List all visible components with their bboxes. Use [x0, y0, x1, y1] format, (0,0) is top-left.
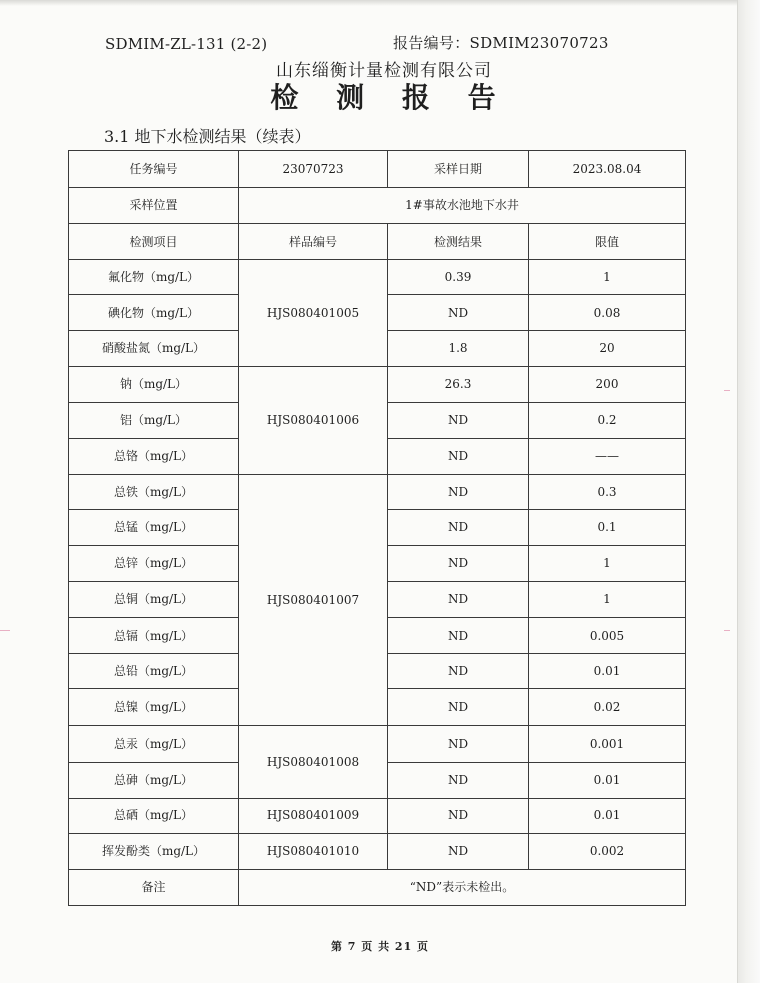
sample-cell: HJS080401007 — [239, 474, 388, 726]
column-header-item: 检测项目 — [69, 224, 239, 260]
result-cell: ND — [388, 295, 529, 331]
report-number-label: 报告编号： — [393, 34, 470, 52]
result-cell: ND — [388, 762, 529, 798]
table-row — [69, 833, 686, 869]
result-cell: ND — [388, 474, 529, 509]
column-header-sample: 样品编号 — [239, 224, 388, 260]
limit-cell: 0.3 — [529, 474, 686, 509]
sample-cell: HJS080401006 — [239, 366, 388, 474]
sampling-date-value: 2023.08.04 — [529, 151, 686, 188]
table-row — [69, 188, 686, 224]
column-header-limit: 限值 — [529, 224, 686, 260]
item-cell: 挥发酚类（mg/L） — [69, 833, 239, 869]
item-cell: 氟化物（mg/L） — [69, 260, 239, 295]
scan-right-edge — [737, 0, 760, 983]
sample-cell: HJS080401010 — [239, 833, 388, 869]
sample-cell: HJS080401005 — [239, 260, 388, 366]
limit-cell: 0.01 — [529, 762, 686, 798]
limit-cell: 20 — [529, 331, 686, 366]
result-cell: ND — [388, 798, 529, 833]
result-cell: ND — [388, 582, 529, 618]
limit-cell: 1 — [529, 545, 686, 581]
result-cell: ND — [388, 726, 529, 762]
item-cell: 总镉（mg/L） — [69, 618, 239, 654]
report-number — [393, 32, 609, 53]
item-cell: 总锌（mg/L） — [69, 545, 239, 581]
sample-cell: HJS080401009 — [239, 798, 388, 833]
limit-cell: 0.01 — [529, 798, 686, 833]
remarks-label: 备注 — [69, 869, 239, 905]
limit-cell: 0.001 — [529, 726, 686, 762]
limit-cell: —— — [529, 438, 686, 474]
page-title: 检 测 报 告 — [270, 81, 510, 114]
item-cell: 总铁（mg/L） — [69, 474, 239, 509]
item-cell: 总铬（mg/L） — [69, 438, 239, 474]
table-row — [69, 726, 686, 762]
page-number: 第 7 页 共 21 页 — [330, 940, 430, 953]
result-cell: ND — [388, 402, 529, 438]
result-cell: ND — [388, 438, 529, 474]
table-header-row — [69, 224, 686, 260]
item-cell: 总铜（mg/L） — [69, 582, 239, 618]
result-cell: 1.8 — [388, 331, 529, 366]
sampling-date-label: 采样日期 — [388, 151, 529, 188]
remarks-text: “ND”表示未检出。 — [239, 869, 686, 905]
results-table — [68, 150, 686, 906]
scan-top-shadow — [0, 0, 760, 6]
item-cell: 总铅（mg/L） — [69, 654, 239, 689]
column-header-result: 检测结果 — [388, 224, 529, 260]
item-cell: 钠（mg/L） — [69, 366, 239, 402]
table-row — [69, 260, 686, 295]
task-number-value: 23070723 — [239, 151, 388, 188]
result-cell: ND — [388, 509, 529, 545]
item-cell: 总锰（mg/L） — [69, 509, 239, 545]
table-row — [69, 474, 686, 509]
result-cell: ND — [388, 689, 529, 726]
scan-artifact — [724, 630, 730, 631]
limit-cell: 1 — [529, 582, 686, 618]
limit-cell: 0.005 — [529, 618, 686, 654]
sampling-location-value: 1#事故水池地下水井 — [239, 188, 686, 224]
limit-cell: 0.2 — [529, 402, 686, 438]
item-cell: 铝（mg/L） — [69, 402, 239, 438]
task-number-label: 任务编号 — [69, 151, 239, 188]
document-code: SDMIM-ZL-131 (2-2) — [105, 35, 268, 53]
limit-cell: 0.02 — [529, 689, 686, 726]
sampling-location-label: 采样位置 — [69, 188, 239, 224]
scan-artifact — [724, 390, 730, 391]
limit-cell: 200 — [529, 366, 686, 402]
limit-cell: 0.01 — [529, 654, 686, 689]
scan-artifact — [0, 630, 10, 631]
item-cell: 总硒（mg/L） — [69, 798, 239, 833]
result-cell: 0.39 — [388, 260, 529, 295]
company-name: 山东缁衡计量检测有限公司 — [276, 61, 492, 81]
report-number-value: SDMIM23070723 — [469, 34, 609, 52]
limit-cell: 1 — [529, 260, 686, 295]
table-row — [69, 798, 686, 833]
section-title: 3.1 地下水检测结果（续表） — [104, 127, 311, 146]
table-row — [69, 366, 686, 402]
limit-cell: 0.08 — [529, 295, 686, 331]
limit-cell: 0.1 — [529, 509, 686, 545]
result-cell: ND — [388, 618, 529, 654]
item-cell: 硝酸盐氮（mg/L） — [69, 331, 239, 366]
limit-cell: 0.002 — [529, 833, 686, 869]
result-cell: ND — [388, 545, 529, 581]
result-cell: ND — [388, 654, 529, 689]
result-cell: 26.3 — [388, 366, 529, 402]
remarks-row — [69, 869, 686, 905]
item-cell: 总镍（mg/L） — [69, 689, 239, 726]
sample-cell: HJS080401008 — [239, 726, 388, 798]
item-cell: 碘化物（mg/L） — [69, 295, 239, 331]
table-row — [69, 151, 686, 188]
result-cell: ND — [388, 833, 529, 869]
item-cell: 总砷（mg/L） — [69, 762, 239, 798]
item-cell: 总汞（mg/L） — [69, 726, 239, 762]
